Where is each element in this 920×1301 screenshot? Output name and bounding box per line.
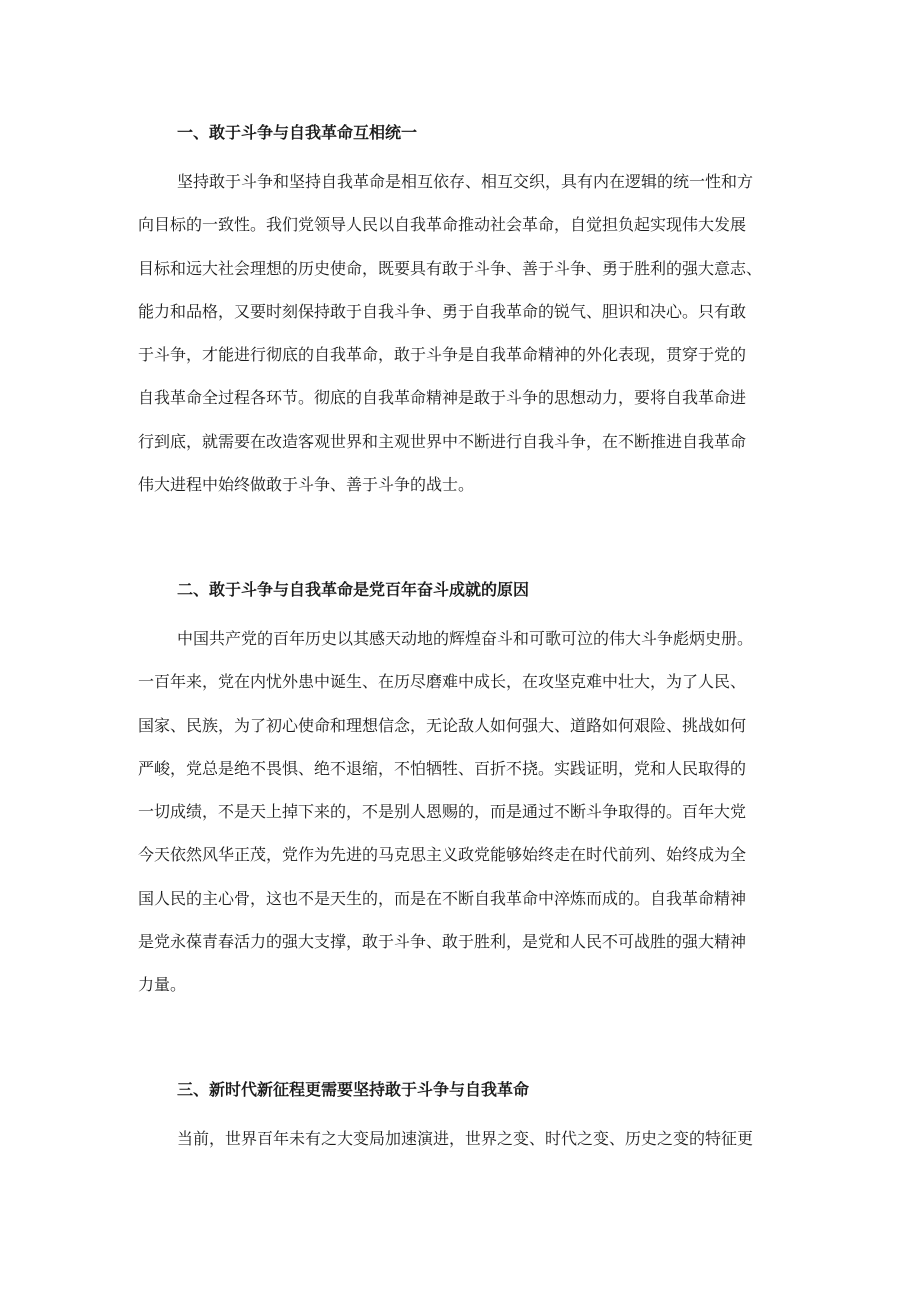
text-line: 行到底，就需要在改造客观世界和主观世界中不断进行自我斗争，在不断推进自我革命 [138,431,747,451]
text-line: 中国共产党的百年历史以其感天动地的辉煌奋斗和可歌可泣的伟大斗争彪炳史册。 [177,629,754,648]
text-line: 自我革命全过程各环节。彻底的自我革命精神是敢于斗争的思想动力，要将自我革命进 [138,388,747,408]
text-line: 严峻，党总是绝不畏惧、绝不退缩，不怕牺牲、百折不挠。实践证明，党和人民取得的 [138,758,747,778]
text-line: 目标和远大社会理想的历史使命，既要具有敢于斗争、善于斗争、勇于胜利的强大意志、 [138,258,763,278]
section-2-heading: 二、敢于斗争与自我革命是党百年奋斗成就的原因 [177,580,530,599]
section-1-paragraph [138,160,798,506]
section-1-heading: 一、敢于斗争与自我革命互相统一 [177,123,418,142]
section-3-heading: 三、新时代新征程更需要坚持敢于斗争与自我革命 [177,1080,530,1099]
text-line: 力量。 [138,975,187,995]
text-line: 一切成绩，不是天上掉下来的，不是别人恩赐的，而是通过不断斗争取得的。百年大党 [138,802,747,822]
text-line: 国人民的主心骨，这也不是天生的，而是在不断自我革命中淬炼而成的。自我革命精神 [138,888,747,908]
section-3-paragraph [138,1117,798,1160]
text-line: 于斗争，才能进行彻底的自我革命，敢于斗争是自我革命精神的外化表现，贯穿于党的 [138,345,747,365]
text-line: 一百年来，党在内忧外患中诞生、在历尽磨难中成长，在攻坚克难中壮大，为了人民、 [138,672,747,692]
text-line: 是党永葆青春活力的强大支撑，敢于斗争、敢于胜利，是党和人民不可战胜的强大精神 [138,932,747,952]
text-line: 向目标的一致性。我们党领导人民以自我革命推动社会革命，自觉担负起实现伟大发展 [138,215,747,235]
text-line: 当前，世界百年未有之大变局加速演进，世界之变、时代之变、历史之变的特征更 [177,1129,754,1148]
section-2-paragraph [138,617,798,1007]
text-line: 能力和品格，又要时刻保持敢于自我斗争、勇于自我革命的锐气、胆识和决心。只有敢 [138,301,747,321]
text-line: 国家、民族，为了初心使命和理想信念，无论敌人如何强大、道路如何艰险、挑战如何 [138,715,747,735]
text-line: 坚持敢于斗争和坚持自我革命是相互依存、相互交织，具有内在逻辑的统一性和方 [177,172,754,191]
text-line: 今天依然风华正茂，党作为先进的马克思主义政党能够始终走在时代前列、始终成为全 [138,845,747,865]
text-line: 伟大进程中始终做敢于斗争、善于斗争的战士。 [138,475,475,495]
